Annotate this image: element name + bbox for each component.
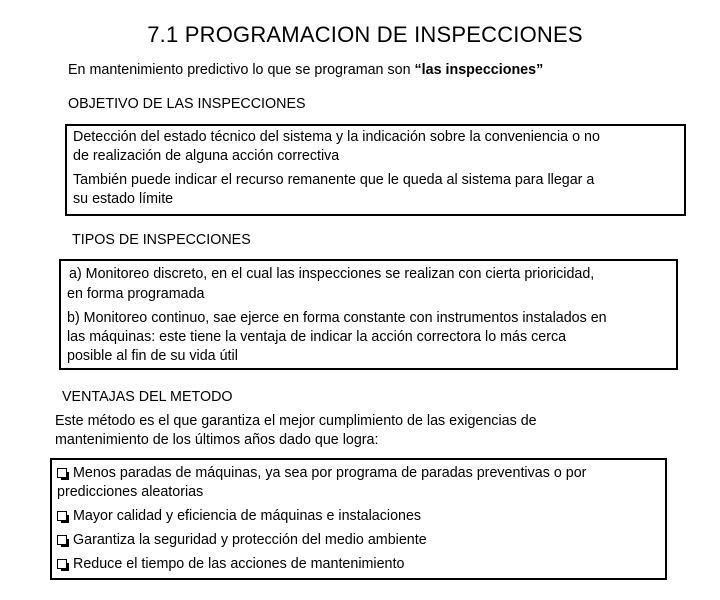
ventajas-item-text: Menos paradas de máquinas, ya sea por programa de paradas preventivas o por bbox=[73, 465, 587, 481]
intro-emphasis: “las inspecciones” bbox=[414, 62, 544, 78]
ventajas-box bbox=[50, 458, 667, 580]
objetivo-heading: OBJETIVO DE LAS INSPECCIONES bbox=[68, 96, 306, 112]
checkbox-bullet-icon bbox=[57, 535, 67, 545]
objetivo-line: su estado límite bbox=[73, 191, 174, 207]
ventajas-item bbox=[57, 555, 404, 574]
ventajas-item bbox=[57, 531, 427, 550]
ventajas-heading: VENTAJAS DEL METODO bbox=[62, 389, 233, 405]
tipos-heading: TIPOS DE INSPECCIONES bbox=[72, 232, 251, 248]
tipos-line: a) Monitoreo discreto, en el cual las inspecciones se realizan con cierta prioricidad, bbox=[69, 266, 595, 282]
tipos-line: b) Monitoreo continuo, sae ejerce en forma constante con instrumentos instalados en bbox=[67, 310, 607, 326]
tipos-line: las máquinas: este tiene la ventaja de indicar la acción correctora lo más cerca bbox=[67, 329, 567, 345]
objetivo-box bbox=[65, 124, 686, 216]
ventajas-item bbox=[57, 507, 421, 526]
objetivo-line: de realización de alguna acción correctiva bbox=[73, 148, 340, 164]
intro-text: En mantenimiento predictivo lo que se programan son bbox=[68, 62, 415, 78]
ventajas-item-text: Mayor calidad y eficiencia de máquinas e instalaciones bbox=[73, 508, 422, 524]
ventajas-item bbox=[57, 464, 586, 483]
page-title: 7.1 PROGRAMACION DE INSPECCIONES bbox=[147, 22, 583, 47]
intro-paragraph bbox=[68, 61, 543, 80]
ventajas-intro-line: Este método es el que garantiza el mejor cumplimiento de las exigencias de bbox=[55, 413, 537, 429]
checkbox-bullet-icon bbox=[57, 559, 67, 569]
ventajas-item-text: Reduce el tiempo de las acciones de mantenimiento bbox=[73, 556, 405, 572]
objetivo-line: Detección del estado técnico del sistema y la indicación sobre la conveniencia o no bbox=[73, 129, 600, 145]
tipos-line: en forma programada bbox=[67, 286, 205, 302]
ventajas-item-continuation: predicciones aleatorias bbox=[57, 484, 204, 500]
tipos-line: posible al fin de su vida útil bbox=[67, 348, 238, 364]
checkbox-bullet-icon bbox=[57, 511, 67, 521]
ventajas-intro-line: mantenimiento de los últimos años dado que logra: bbox=[55, 432, 379, 448]
objetivo-line: También puede indicar el recurso remanente que le queda al sistema para llegar a bbox=[73, 172, 595, 188]
tipos-box bbox=[59, 259, 678, 370]
ventajas-item-text: Garantiza la seguridad y protección del medio ambiente bbox=[73, 532, 427, 548]
checkbox-bullet-icon bbox=[57, 468, 67, 478]
